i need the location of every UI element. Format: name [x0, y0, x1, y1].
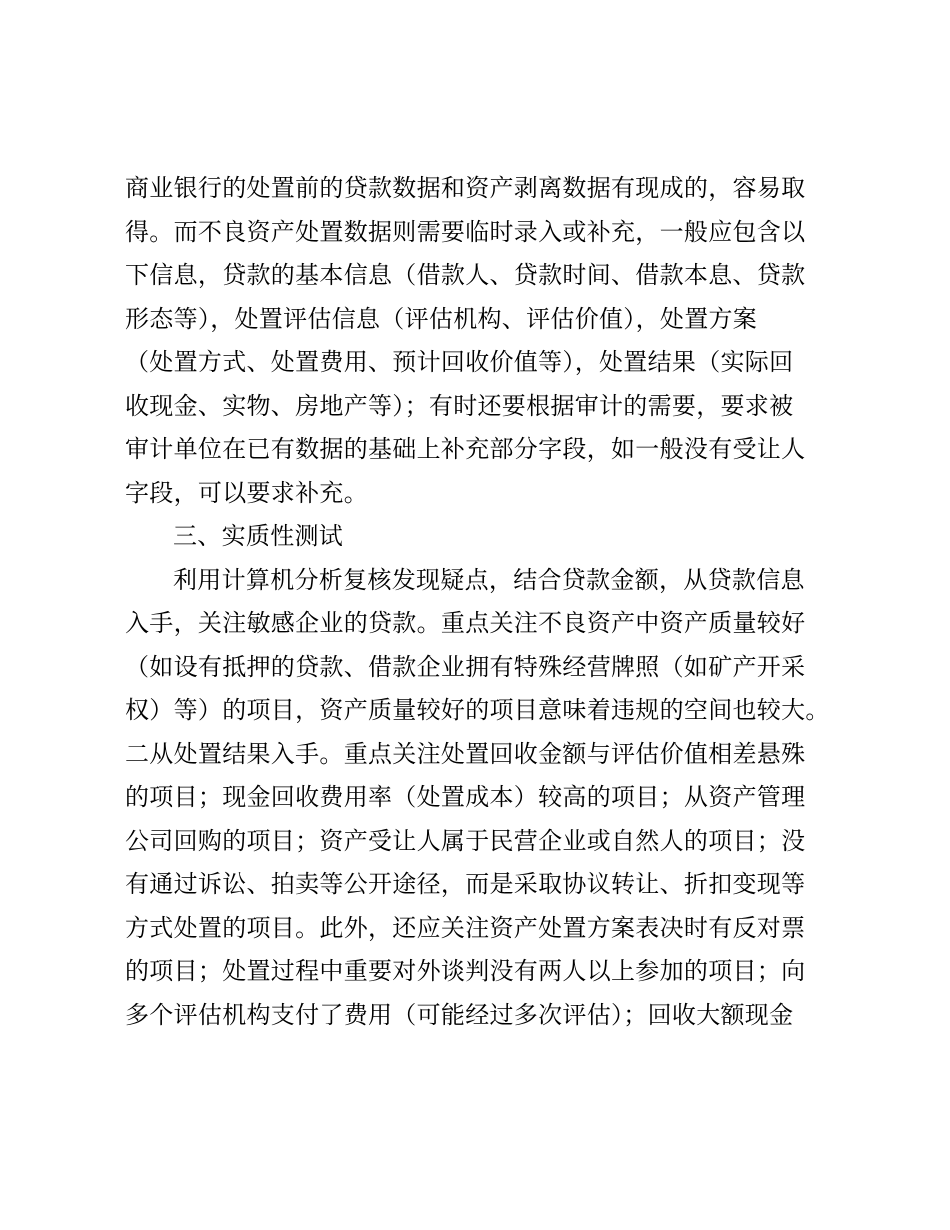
text-line: 二从处置结果入手。重点关注处置回收金额与评估价值相差悬殊 — [125, 739, 806, 768]
text-line: 得。而不良资产处置数据则需要临时录入或补充，一般应包含以 — [125, 217, 806, 246]
text-line: （如设有抵押的贷款、借款企业拥有特殊经营牌照（如矿产开采 — [125, 652, 806, 681]
document-body — [125, 167, 837, 1037]
text-line: 方式处置的项目。此外，还应关注资产处置方案表决时有反对票 — [125, 913, 806, 942]
text-line: 权）等）的项目，资产质量较好的项目意味着违规的空间也较大。 — [125, 696, 830, 724]
text-line: 下信息，贷款的基本信息（借款人、贷款时间、借款本息、贷款 — [125, 261, 806, 289]
text-line: 多个评估机构支付了费用（可能经过多次评估）；回收大额现金 — [125, 1000, 794, 1029]
text-line: 入手，关注敏感企业的贷款。重点关注不良资产中资产质量较好 — [125, 609, 806, 637]
text-line: （处置方式、处置费用、预计回收价值等），处置结果（实际回 — [125, 348, 794, 376]
text-line: 的项目；处置过程中重要对外谈判没有两人以上参加的项目；向 — [125, 957, 806, 985]
section-heading: 三、实质性测试 — [173, 522, 344, 550]
text-line: 审计单位在已有数据的基础上补充部分字段，如一般没有受让人 — [125, 435, 806, 463]
text-line: 有通过诉讼、拍卖等公开途径，而是采取协议转让、折扣变现等 — [125, 870, 806, 898]
text-line: 收现金、实物、房地产等）；有时还要根据审计的需要，要求被 — [125, 391, 794, 420]
text-line: 的项目；现金回收费用率（处置成本）较高的项目；从资产管理 — [125, 783, 806, 811]
text-line: 字段，可以要求补充。 — [125, 478, 368, 507]
text-line: 形态等），处置评估信息（评估机构、评估价值），处置方案 — [125, 304, 758, 333]
text-line: 商业银行的处置前的贷款数据和资产剥离数据有现成的，容易取 — [125, 174, 806, 202]
text-line: 利用计算机分析复核发现疑点，结合贷款金额，从贷款信息 — [173, 565, 805, 594]
text-line: 公司回购的项目；资产受让人属于民营企业或自然人的项目；没 — [125, 826, 806, 855]
